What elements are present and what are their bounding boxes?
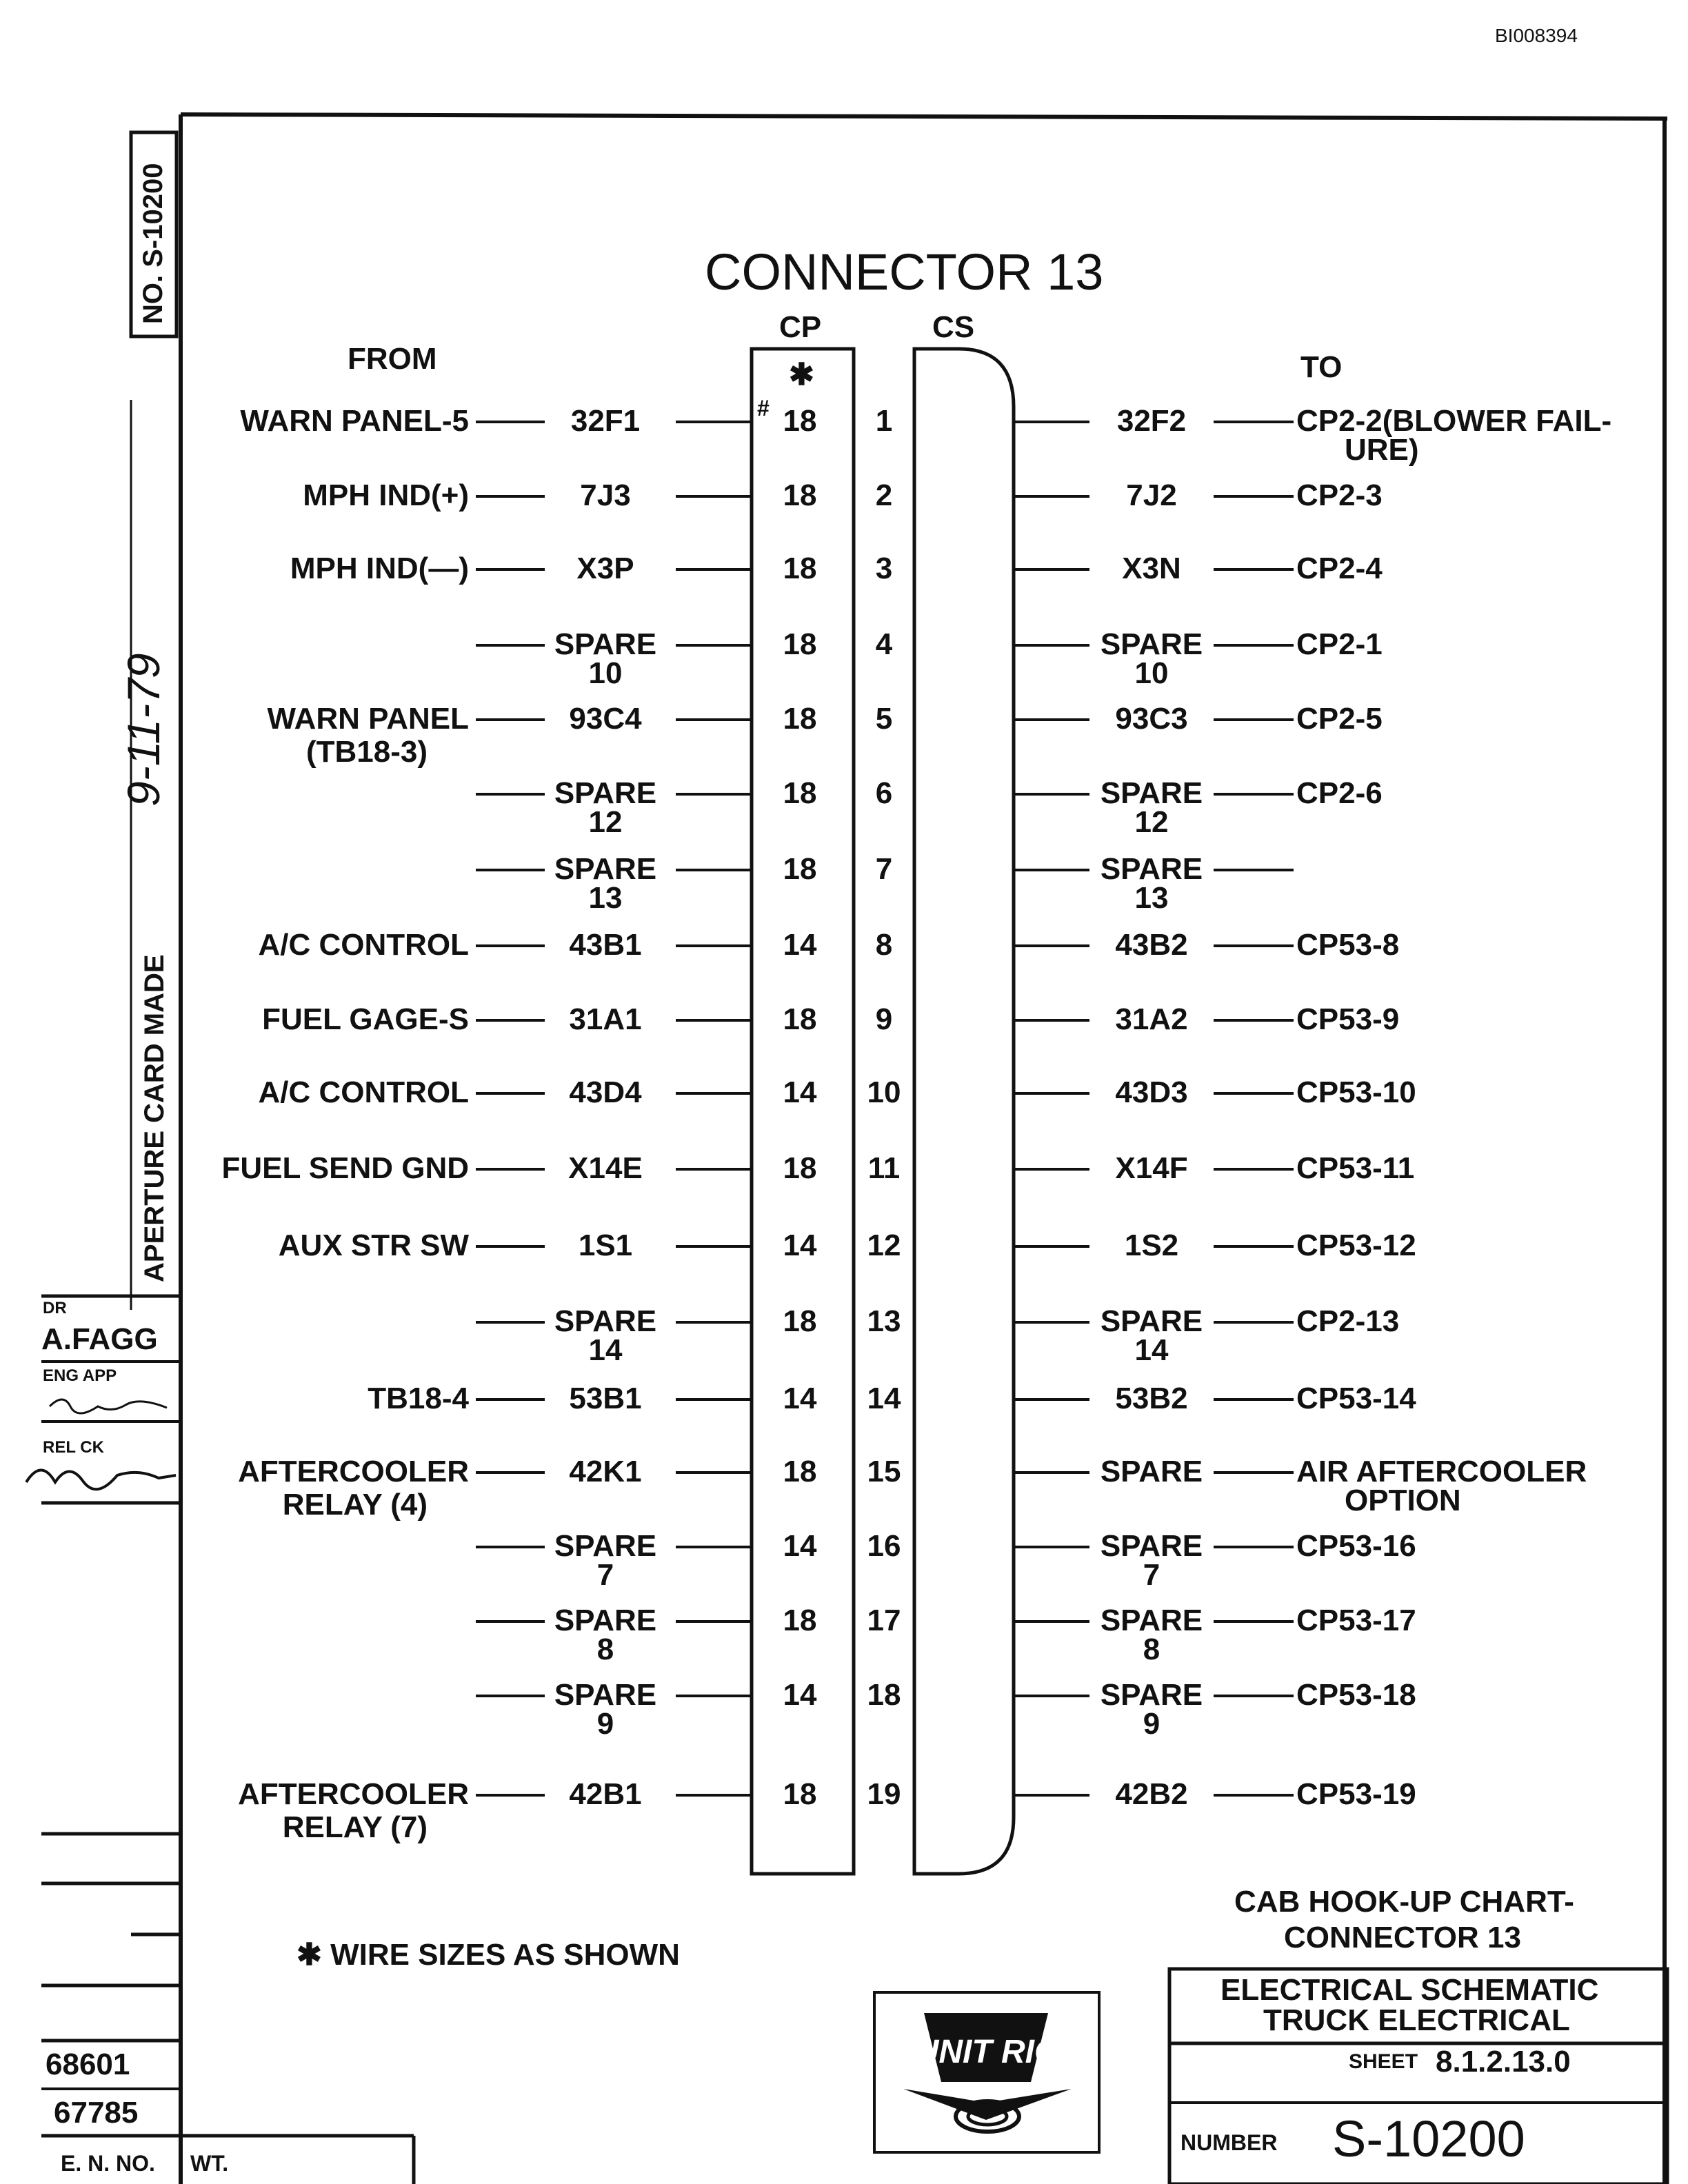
pin-number: 17 <box>867 1604 901 1637</box>
from-label: AFTERCOOLER <box>238 1777 469 1811</box>
aperture-card-label: APERTURE CARD MADE <box>139 954 170 1282</box>
dr-label: DR <box>43 1299 67 1317</box>
pin-number: 6 <box>875 776 893 810</box>
number-label: NUMBER <box>1180 2130 1278 2155</box>
pin-number: 3 <box>875 552 893 585</box>
svg-text:UNIT RIG: UNIT RIG <box>914 2034 1061 2070</box>
wire-left-label: 93C4 <box>569 702 642 736</box>
to-label: CP53-10 <box>1296 1075 1416 1109</box>
to-label: CP53-19 <box>1296 1777 1416 1811</box>
wire-right-label-line-2: 8 <box>1143 1632 1160 1666</box>
from-label: MPH IND(+) <box>303 478 469 512</box>
from-label: AUX STR SW <box>278 1228 469 1262</box>
wire-size: 18 <box>783 1455 817 1488</box>
column-header-to: TO <box>1300 350 1343 384</box>
to-label: CP2-1 <box>1296 627 1383 661</box>
wire-right-label: SPARE <box>1100 1455 1203 1488</box>
wire-left-label: 42K1 <box>569 1455 642 1488</box>
pin-number: 18 <box>867 1678 901 1712</box>
wire-left-label-line-2: 9 <box>596 1707 614 1741</box>
wire-left-label: 42B1 <box>569 1777 642 1811</box>
wire-left-label-line-2: 7 <box>596 1558 614 1592</box>
wire-left-label: SPARE <box>554 1304 657 1338</box>
from-label-line-2: RELAY (4) <box>282 1488 428 1521</box>
to-label: CP2-13 <box>1296 1304 1400 1338</box>
wire-right-label-line-2: 10 <box>1134 656 1169 690</box>
wire-right-label: X14F <box>1115 1151 1188 1185</box>
wire-size: 18 <box>783 852 817 886</box>
wire-right-label: 31A2 <box>1115 1002 1188 1036</box>
pin-number: 8 <box>875 928 893 962</box>
to-label-line-2: URE) <box>1345 433 1419 467</box>
to-label: CP53-8 <box>1296 928 1400 962</box>
wire-size: 14 <box>783 1228 817 1262</box>
wire-left-label: SPARE <box>554 852 657 886</box>
to-label: AIR AFTERCOOLER <box>1296 1455 1587 1488</box>
wire-left-label: 1S1 <box>578 1228 633 1262</box>
wire-left-label: SPARE <box>554 627 657 661</box>
to-label: CP2-5 <box>1296 702 1383 736</box>
wire-size-star-marker: ✱ <box>789 358 814 392</box>
wire-left-label-line-2: 10 <box>588 656 623 690</box>
wt-label: WT. <box>190 2151 229 2176</box>
wire-left-label: SPARE <box>554 1529 657 1563</box>
signature-icon <box>43 1386 174 1420</box>
wire-left-label: 43B1 <box>569 928 642 962</box>
wire-left-label: SPARE <box>554 1604 657 1637</box>
wire-right-label: SPARE <box>1100 1678 1203 1712</box>
pin-number: 14 <box>867 1382 901 1415</box>
wire-size: 18 <box>783 404 817 438</box>
to-label: CP53-12 <box>1296 1228 1416 1262</box>
wire-right-label: SPARE <box>1100 776 1203 810</box>
wire-size: 18 <box>783 1002 817 1036</box>
from-label: AFTERCOOLER <box>238 1455 469 1488</box>
pin-number: 12 <box>867 1228 901 1262</box>
wire-size: 18 <box>783 1604 817 1637</box>
wire-right-label: 43B2 <box>1115 928 1188 962</box>
from-label: TB18-4 <box>368 1382 469 1415</box>
document-id: BI008394 <box>1495 25 1578 46</box>
wire-left-label: 32F1 <box>570 404 641 438</box>
en-number-1: 68601 <box>46 2048 130 2081</box>
wire-right-label: SPARE <box>1100 627 1203 661</box>
from-label: WARN PANEL <box>267 702 469 736</box>
to-label: CP2-3 <box>1296 478 1383 512</box>
wire-left-label: SPARE <box>554 1678 657 1712</box>
wire-right-label-line-2: 7 <box>1143 1558 1160 1592</box>
wire-left-label-line-2: 8 <box>596 1632 614 1666</box>
schematic-title-line-1: ELECTRICAL SCHEMATIC <box>1220 1973 1599 2007</box>
pin-number: 5 <box>875 702 893 736</box>
unit-rig-logo <box>896 1999 1078 2144</box>
wire-size: 18 <box>783 1151 817 1185</box>
dr-value: A.FAGG <box>41 1322 158 1356</box>
to-label: CP2-6 <box>1296 776 1383 810</box>
column-header-cs: CS <box>932 310 975 344</box>
pin-number: 1 <box>875 404 893 438</box>
diagram-title: CONNECTOR 13 <box>705 243 1104 301</box>
from-label: FUEL GAGE-S <box>262 1002 469 1036</box>
pin-number: 2 <box>875 478 893 512</box>
wire-size: 14 <box>783 1075 817 1109</box>
wire-right-label: 42B2 <box>1115 1777 1188 1811</box>
wire-left-label: X3P <box>576 552 634 585</box>
chart-title-line-2: CONNECTOR 13 <box>1284 1921 1521 1954</box>
wire-left-label: 43D4 <box>569 1075 642 1109</box>
from-label: WARN PANEL-5 <box>240 404 469 438</box>
pin-number: 13 <box>867 1304 901 1338</box>
wire-size: 18 <box>783 702 817 736</box>
pin-number: 4 <box>875 627 893 661</box>
wire-right-label: X3N <box>1122 552 1181 585</box>
from-label: FUEL SEND GND <box>221 1151 469 1185</box>
side-drawing-number: NO. S-10200 <box>138 163 168 324</box>
schematic-title-line-2: TRUCK ELECTRICAL <box>1263 2003 1570 2037</box>
to-label-line-2: OPTION <box>1345 1484 1461 1517</box>
wire-right-label: 93C3 <box>1115 702 1188 736</box>
wire-size: 14 <box>783 928 817 962</box>
pin-number: 15 <box>867 1455 901 1488</box>
column-header-from: FROM <box>348 342 437 376</box>
wire-size: 18 <box>783 478 817 512</box>
rel-ck-label: REL CK <box>43 1438 104 1457</box>
wire-left-label: 53B1 <box>569 1382 642 1415</box>
wire-right-label: 32F2 <box>1116 404 1187 438</box>
from-label-line-2: (TB18-3) <box>305 735 428 769</box>
from-label: MPH IND(—) <box>290 552 469 585</box>
pin-number: 16 <box>867 1529 901 1563</box>
wire-size: 18 <box>783 1777 817 1811</box>
wire-size: 14 <box>783 1678 817 1712</box>
chart-title-line-1: CAB HOOK-UP CHART- <box>1234 1885 1574 1919</box>
pin-number: 11 <box>867 1151 901 1185</box>
from-label: A/C CONTROL <box>258 928 469 962</box>
sheet-label: SHEET <box>1349 2050 1418 2073</box>
to-label: CP53-14 <box>1296 1382 1416 1415</box>
to-label: CP2-4 <box>1296 552 1383 585</box>
pin-number: 19 <box>867 1777 901 1811</box>
wire-right-label-line-2: 12 <box>1134 805 1169 839</box>
hash-marker: # <box>757 396 770 421</box>
to-label: CP53-16 <box>1296 1529 1416 1563</box>
wire-left-label-line-2: 12 <box>588 805 623 839</box>
from-label-line-2: RELAY (7) <box>282 1810 428 1844</box>
column-header-cp: CP <box>779 310 822 344</box>
wire-left-label: X14E <box>568 1151 643 1185</box>
wire-left-label: 31A1 <box>569 1002 642 1036</box>
to-label: CP53-11 <box>1296 1151 1415 1185</box>
wire-size: 14 <box>783 1382 817 1415</box>
wire-left-label-line-2: 13 <box>588 881 623 915</box>
wire-right-label: SPARE <box>1100 852 1203 886</box>
wire-right-label: SPARE <box>1100 1529 1203 1563</box>
wire-right-label-line-2: 13 <box>1134 881 1169 915</box>
en-no-label: E. N. NO. <box>61 2151 155 2176</box>
from-label: A/C CONTROL <box>258 1075 469 1109</box>
en-number-2: 67785 <box>54 2096 139 2130</box>
signature-icon <box>21 1455 179 1496</box>
wire-right-label: 43D3 <box>1115 1075 1188 1109</box>
eng-app-label: ENG APP <box>43 1366 117 1385</box>
wire-right-label: SPARE <box>1100 1604 1203 1637</box>
pin-number: 10 <box>867 1075 901 1109</box>
logo-emblem-icon <box>896 1999 1078 2144</box>
aperture-date: 9-11-79 <box>118 653 169 807</box>
wire-size: 18 <box>783 1304 817 1338</box>
to-label: CP2-2(BLOWER FAIL- <box>1296 404 1612 438</box>
wire-size: 18 <box>783 552 817 585</box>
wire-right-label: SPARE <box>1100 1304 1203 1338</box>
wire-size: 18 <box>783 627 817 661</box>
wire-left-label-line-2: 14 <box>588 1333 623 1367</box>
wire-right-label: 1S2 <box>1124 1228 1179 1262</box>
drawing-number: S-10200 <box>1332 2110 1525 2167</box>
wire-size: 14 <box>783 1529 817 1563</box>
pin-number: 7 <box>875 852 893 886</box>
pin-number: 9 <box>875 1002 893 1036</box>
to-label: CP53-9 <box>1296 1002 1400 1036</box>
to-label: CP53-18 <box>1296 1678 1416 1712</box>
wire-right-label: 7J2 <box>1126 478 1177 512</box>
wire-right-label: 53B2 <box>1115 1382 1188 1415</box>
to-label: CP53-17 <box>1296 1604 1416 1637</box>
wire-left-label: SPARE <box>554 776 657 810</box>
wire-right-label-line-2: 9 <box>1143 1707 1160 1741</box>
wire-right-label-line-2: 14 <box>1134 1333 1169 1367</box>
wire-size: 18 <box>783 776 817 810</box>
footnote-wire-sizes: ✱ WIRE SIZES AS SHOWN <box>297 1938 680 1972</box>
wire-left-label: 7J3 <box>580 478 631 512</box>
sheet-value: 8.1.2.13.0 <box>1436 2045 1571 2079</box>
